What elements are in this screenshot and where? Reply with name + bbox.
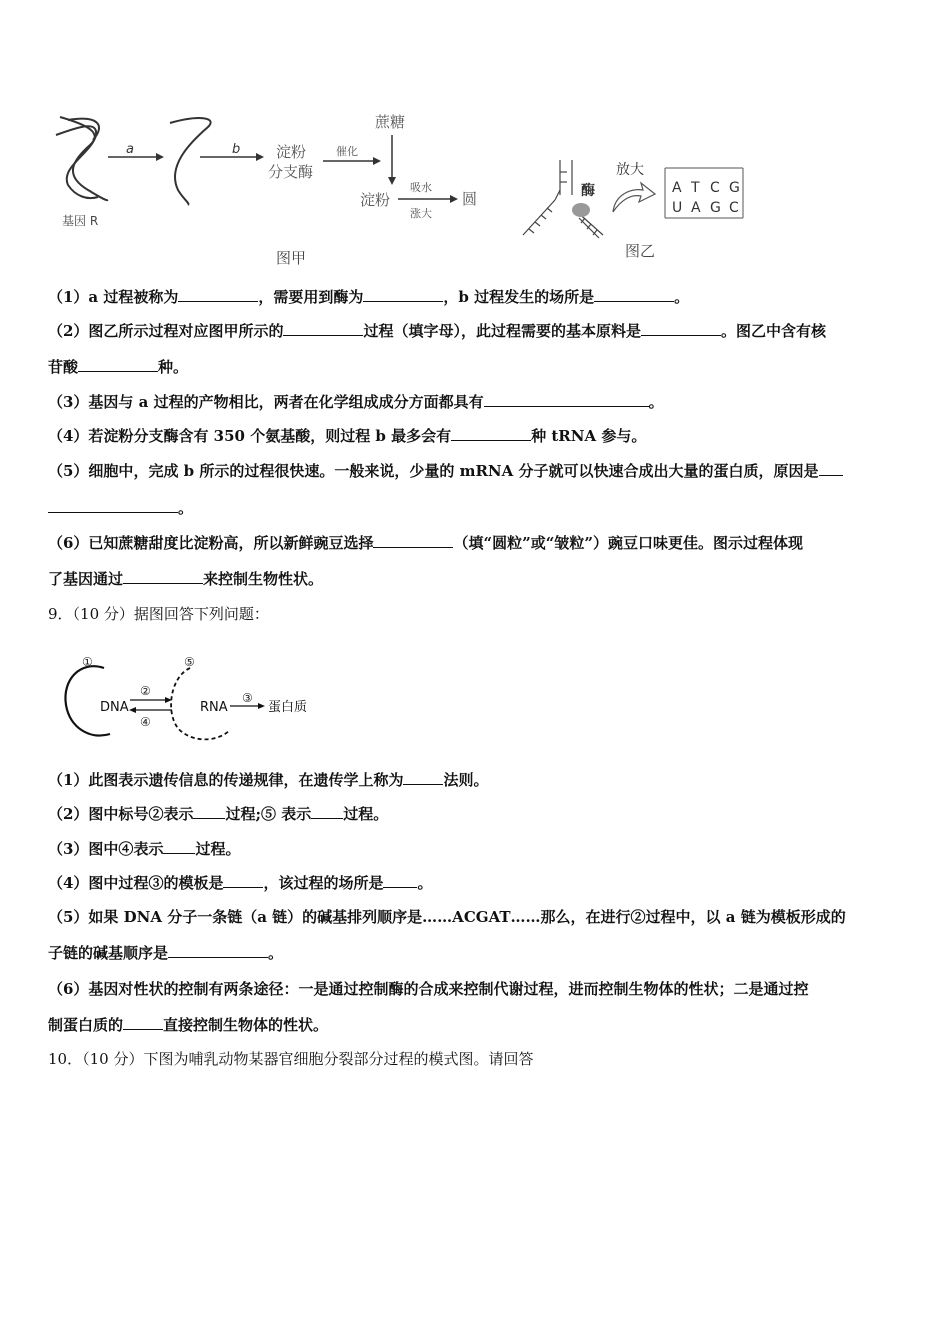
dna-base: T — [691, 180, 700, 196]
q8-part1: （1）a 过程被称为 ，需要用到酶为 ，b 过程发生的场所是 。 — [48, 288, 690, 306]
q9-part5-cont: 子链的碱基顺序是 。 — [48, 944, 284, 962]
answer-blank[interactable] — [223, 873, 263, 888]
q8-part6: （6）已知蔗糖甜度比淀粉高，所以新鲜豌豆选择 （填“圆粒”或“皱粒”）豌豆口味更佳。图示过程体现 — [48, 534, 803, 552]
round-label: 圆 — [462, 190, 478, 208]
enzyme-blob — [572, 203, 590, 217]
answer-blank[interactable] — [641, 321, 721, 336]
catalyze-label: 催化 — [336, 145, 358, 158]
rna-base: C — [729, 200, 739, 216]
q8-part4: （4）若淀粉分支酶含有 350 个氨基酸，则过程 b 最多会有 种 tRNA 参与。 — [48, 427, 647, 445]
answer-blank[interactable] — [819, 461, 843, 476]
magnify-label: 放大 — [616, 162, 644, 178]
answer-blank[interactable] — [311, 804, 343, 819]
answer-blank[interactable] — [283, 321, 363, 336]
q9-part5: （5）如果 DNA 分子一条链（a 链）的碱基排列顺序是……ACGAT……那么，在进行②过程中，以 a 链为模板形成的 — [48, 908, 846, 926]
arrow-b-label: b — [232, 142, 241, 157]
q9-part2: （2）图中标号②表示 过程;⑤ 表示 过程。 — [48, 805, 389, 823]
answer-blank[interactable] — [123, 1015, 163, 1030]
answer-blank[interactable] — [451, 426, 531, 441]
q8-part6-cont: 了基因通过 来控制生物性状。 — [48, 570, 324, 588]
starch-label: 淀粉 — [360, 191, 391, 209]
answer-blank[interactable] — [383, 873, 417, 888]
q8-part3: （3）基因与 a 过程的产物相比，两者在化学组成成分方面都具有 。 — [48, 393, 664, 411]
arrow-a-label: a — [126, 142, 134, 157]
answer-blank[interactable] — [178, 287, 258, 302]
figure-jia — [48, 105, 498, 270]
label-1: ① — [82, 655, 93, 669]
q9-part1: （1）此图表示遗传信息的传递规律，在遗传学上称为 法则。 — [48, 771, 489, 789]
answer-blank[interactable] — [123, 569, 203, 584]
dna-base: C — [710, 180, 720, 196]
q9-part6-cont: 制蛋白质的 直接控制生物体的性状。 — [48, 1016, 329, 1034]
swell-label: 涨大 — [410, 207, 432, 220]
label-2: ② — [140, 684, 151, 698]
answer-blank[interactable] — [193, 804, 225, 819]
q8-part2: （2）图乙所示过程对应图甲所示的 过程（填字母），此过程需要的基本原料是 。图乙中含有核 — [48, 322, 826, 340]
translation-sketch — [523, 160, 603, 238]
sucrose-label: 蔗糖 — [375, 113, 406, 131]
figure-jia-caption: 图甲 — [276, 249, 307, 267]
q9-part3: （3）图中④表示 过程。 — [48, 840, 241, 858]
figure-yi-caption: 图乙 — [625, 242, 656, 260]
rna-label: RNA — [200, 700, 228, 715]
gene-r-label: 基因 R — [62, 214, 99, 228]
q9-part4: （4）图中过程③的模板是 ，该过程的场所是 。 — [48, 874, 433, 892]
q9-header: 9．（10 分）据图回答下列问题： — [48, 605, 269, 623]
answer-blank[interactable] — [594, 287, 674, 302]
q8-part5-cont: 。 — [48, 498, 906, 518]
rna-base: U — [672, 200, 683, 216]
gene-r-double-helix — [56, 117, 108, 200]
dna-base: A — [672, 180, 682, 196]
magnify-arrow-icon — [613, 183, 655, 212]
enzyme-label-line1: 淀粉 — [276, 143, 307, 161]
q10-header: 10．（10 分）下图为哺乳动物某器官细胞分裂部分过程的模式图。请回答 — [48, 1050, 534, 1068]
dna-base: G — [729, 180, 740, 196]
answer-blank[interactable] — [484, 392, 649, 407]
protein-label: 蛋白质 — [268, 700, 308, 715]
enzyme-label-line2: 分支酶 — [268, 163, 314, 181]
answer-blank[interactable] — [48, 498, 178, 513]
answer-blank[interactable] — [163, 839, 195, 854]
dna-label: DNA — [100, 700, 129, 715]
absorb-water-label: 吸水 — [410, 181, 432, 194]
central-dogma-diagram — [60, 650, 320, 750]
answer-blank[interactable] — [78, 357, 158, 372]
answer-blank[interactable] — [363, 287, 443, 302]
label-3: ③ — [242, 691, 253, 705]
answer-blank[interactable] — [168, 943, 268, 958]
q8-part5: （5）细胞中，完成 b 所示的过程很快速。一般来说，少量的 mRNA 分子就可以快速合成出大量的蛋白质，原因是 — [48, 461, 906, 481]
enzyme-label: 酶 — [581, 183, 595, 199]
q8-part2-cont: 苷酸 种。 — [48, 358, 189, 376]
answer-blank[interactable] — [403, 770, 443, 785]
rna-base: G — [710, 200, 721, 216]
answer-blank[interactable] — [373, 533, 453, 548]
q9-part6: （6）基因对性状的控制有两条途径：一是通过控制酶的合成来控制代谢过程，进而控制生物体的性状；二是通过控 — [48, 980, 809, 998]
label-4: ④ — [140, 715, 151, 729]
rna-base: A — [691, 200, 701, 216]
label-5: ⑤ — [184, 655, 195, 669]
mrna-strand — [170, 118, 211, 205]
figure-yi — [515, 150, 755, 265]
